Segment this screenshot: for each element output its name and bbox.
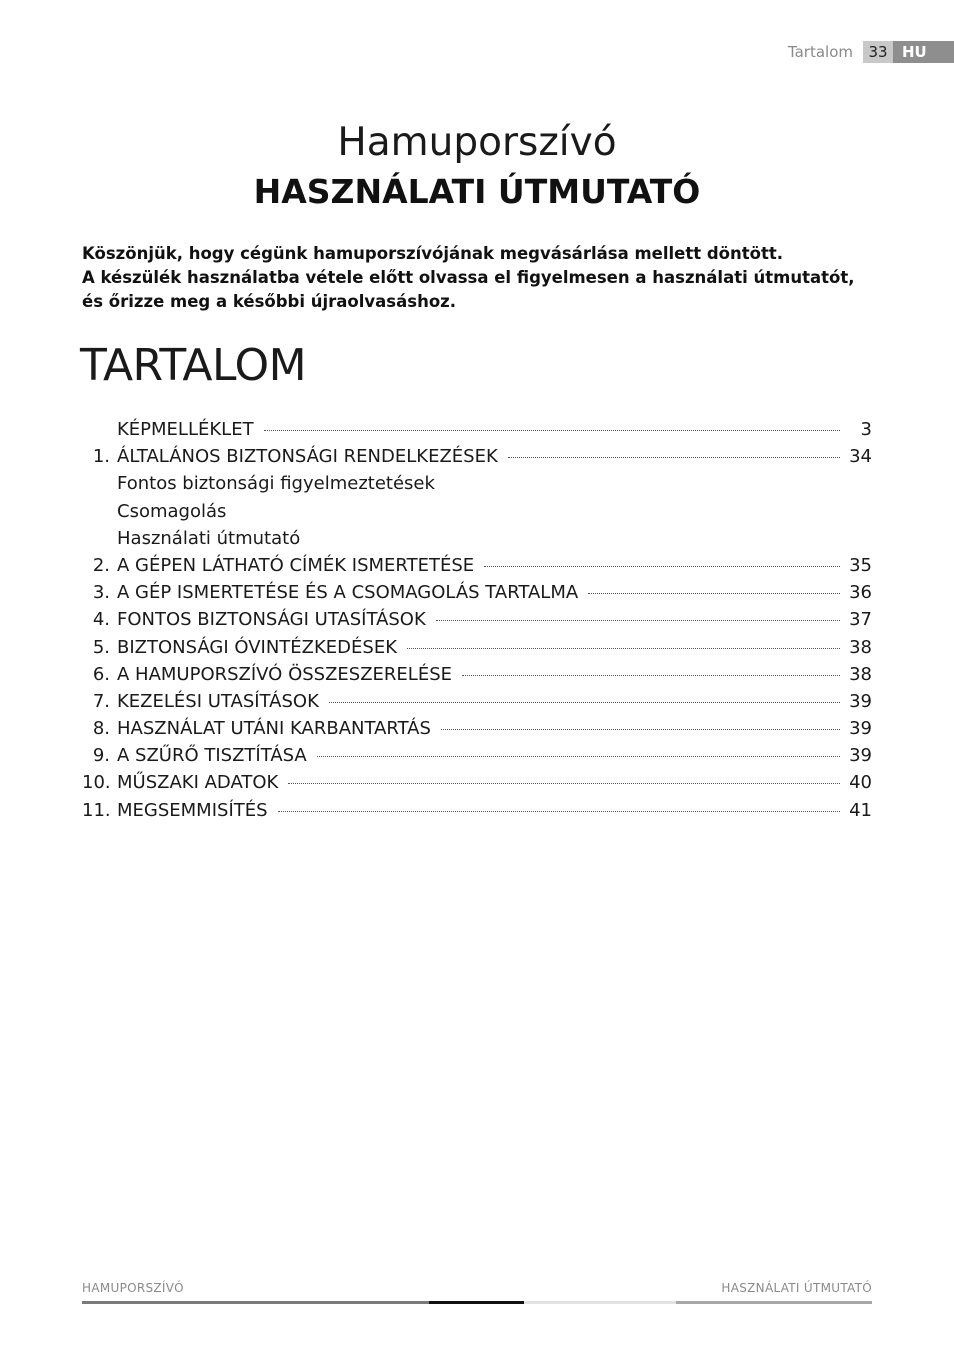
footer-bar-segment — [524, 1301, 676, 1304]
document-title: Hamuporszívó — [337, 120, 617, 165]
intro-line: Köszönjük, hogy cégünk hamuporszívójának megvásárlása mellett döntött. — [82, 244, 784, 263]
toc-entry — [82, 637, 872, 664]
footer-bar-segment — [82, 1301, 429, 1304]
toc-entry-title: A GÉPEN LÁTHATÓ CÍMÉK ISMERTETÉSE — [117, 554, 475, 576]
toc-entry-number: 8. — [92, 718, 110, 740]
toc-entry-page: 39 — [849, 718, 872, 740]
toc-dot-leader — [329, 702, 840, 703]
toc-entry-title: Használati útmutató — [117, 527, 301, 549]
footer-product-name: HAMUPORSZÍVÓ — [82, 1281, 184, 1295]
toc-dot-leader — [441, 729, 840, 730]
toc-entry-page: 35 — [849, 554, 872, 576]
toc-entry-title: A HAMUPORSZÍVÓ ÖSSZESZERELÉSE — [117, 663, 453, 685]
toc-entry-title: KÉPMELLÉKLET — [117, 419, 254, 440]
toc-dot-leader — [407, 648, 840, 649]
toc-entry — [82, 501, 872, 528]
toc-dot-leader — [317, 756, 840, 757]
toc-entry-title: Fontos biztonsági figyelmeztetések — [117, 473, 435, 495]
toc-entry — [82, 582, 872, 609]
toc-entry-title: Csomagolás — [117, 500, 227, 522]
toc-entry-number: 11. — [82, 799, 111, 821]
footer-bar-segment — [676, 1301, 872, 1304]
toc-entry-number: 2. — [92, 554, 110, 576]
toc-dot-leader — [462, 675, 840, 676]
toc-entry — [82, 528, 872, 555]
toc-entry — [82, 609, 872, 636]
toc-entry-number: 9. — [92, 745, 110, 767]
intro-line: A készülék használatba vétele előtt olvassa el figyelmesen a használati útmutatót, — [82, 268, 855, 287]
toc-entry-title: MEGSEMMISÍTÉS — [117, 799, 268, 821]
page-header — [788, 41, 954, 63]
toc-entry-title: BIZTONSÁGI ÓVINTÉZKEDÉSEK — [117, 636, 398, 658]
toc-entry — [82, 419, 872, 446]
toc-entry — [82, 772, 872, 799]
page-number: 33 — [863, 41, 893, 63]
toc-entry-page: 39 — [849, 690, 872, 712]
table-of-contents — [82, 419, 872, 827]
toc-dot-leader — [264, 430, 840, 431]
toc-heading: TARTALOM — [80, 340, 307, 391]
toc-entry-title: HASZNÁLAT UTÁNI KARBANTARTÁS — [117, 718, 431, 740]
toc-entry-page: 40 — [849, 772, 872, 794]
toc-entry-title: MŰSZAKI ADATOK — [117, 772, 279, 794]
toc-entry-title: A SZŰRŐ TISZTÍTÁSA — [117, 745, 307, 767]
toc-entry-title: ÁLTALÁNOS BIZTONSÁGI RENDELKEZÉSEK — [117, 446, 498, 468]
toc-entry — [82, 664, 872, 691]
toc-dot-leader — [508, 457, 840, 458]
toc-entry-page: 37 — [849, 609, 872, 631]
toc-dot-leader — [278, 811, 840, 812]
toc-entry-page: 41 — [849, 799, 872, 821]
toc-entry — [82, 800, 872, 827]
intro-text — [82, 242, 882, 314]
toc-entry-page: 36 — [849, 582, 872, 604]
toc-entry-number: 3. — [92, 582, 110, 604]
toc-entry-number: 4. — [92, 609, 110, 631]
toc-entry-page: 3 — [860, 419, 872, 440]
toc-entry-number: 10. — [82, 772, 111, 794]
toc-entry — [82, 446, 872, 473]
toc-entry-title: FONTOS BIZTONSÁGI UTASÍTÁSOK — [117, 609, 426, 631]
toc-entry-page: 38 — [849, 636, 872, 658]
toc-entry-title: A GÉP ISMERTETÉSE ÉS A CSOMAGOLÁS TARTALMA — [117, 582, 579, 604]
toc-dot-leader — [588, 593, 840, 594]
toc-entry-page: 38 — [849, 663, 872, 685]
toc-entry-number: 7. — [92, 690, 110, 712]
toc-dot-leader — [436, 620, 840, 621]
toc-dot-leader — [484, 566, 840, 567]
footer-doc-name: HASZNÁLATI ÚTMUTATÓ — [721, 1281, 872, 1295]
toc-entry — [82, 718, 872, 745]
footer-bar-segment — [429, 1301, 524, 1304]
intro-line: és őrizze meg a későbbi újraolvasáshoz. — [82, 292, 457, 311]
toc-entry — [82, 745, 872, 772]
toc-entry — [82, 473, 872, 500]
toc-entry — [82, 555, 872, 582]
toc-entry-page: 34 — [849, 446, 872, 468]
section-label: Tartalom — [787, 43, 853, 61]
document-subtitle: HASZNÁLATI ÚTMUTATÓ — [253, 172, 701, 211]
toc-entry-title: KEZELÉSI UTASÍTÁSOK — [117, 690, 319, 712]
toc-entry-number: 5. — [92, 636, 110, 658]
language-badge: HU — [893, 41, 954, 63]
toc-entry-page: 39 — [849, 745, 872, 767]
toc-entry-number: 6. — [92, 663, 110, 685]
toc-entry — [82, 691, 872, 718]
toc-dot-leader — [288, 783, 840, 784]
toc-entry-number: 1. — [92, 446, 110, 468]
